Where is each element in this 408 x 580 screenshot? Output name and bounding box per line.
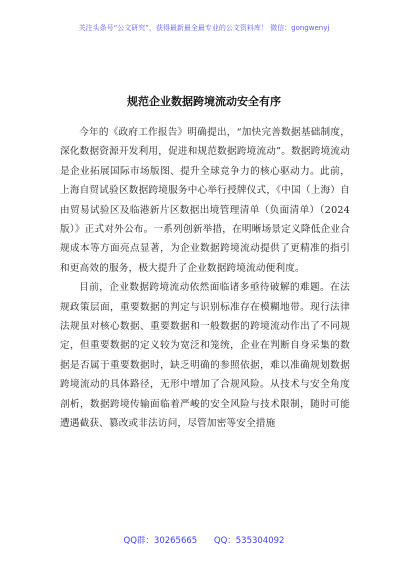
footer-qq: QQ：535304092 (213, 536, 285, 546)
footer-qq-group: QQ群：30265665 (123, 536, 198, 546)
footer-contact (0, 536, 408, 547)
document-title: 规范企业数据跨境流动安全有序 (127, 95, 281, 108)
document-body (60, 123, 350, 434)
paragraph-1: 今年的《政府工作报告》明确提出，“加快完善数据基础制度，深化数据资源开发利用，促进和规范数据跨境流动”。数据跨境流动是企业拓展国际市场版图、提升全球竞争力的核心驱动力。此前，上海自贸试验区数据跨境服务中心举行授牌仪式，《中国（上海）自由贸易试验区及临港新片区数据出境管理清单（负面清单）（2024版）》正式对外公布。一系列创新举措，在明晰场景定义降低企业合规成本等方面亮点显著，为企业数据跨境流动提供了更精准的指引和更高效的服务，极大提升了企业数据跨境流动便利度。 (60, 127, 350, 274)
paragraph-2: 目前，企业数据跨境流动依然面临诸多亟待破解的难题。在法规政策层面，重要数据的判定与识别标准存在模糊地带。现行法律法规虽对核心数据、重要数据和一般数据的跨境流动作出了不同规定，但重要数据的定义较为宽泛和笼统，企业在判断自身采集的数据是否属于重要数据时，缺乏明确的参照依据，难以准确规划数据跨境流动的具体路径，无形中增加了合规风险。从技术与安全角度剖析，数据跨境传输面临着严峻的安全风险与技术限制，随时可能遭遇截获、篡改或非法访问，尽管加密等安全措施 (60, 282, 350, 430)
header-banner: 关注头条号“公文研究”，获得最新最全最专业的公文资料库！ 微信：gongwenyj (78, 24, 330, 32)
